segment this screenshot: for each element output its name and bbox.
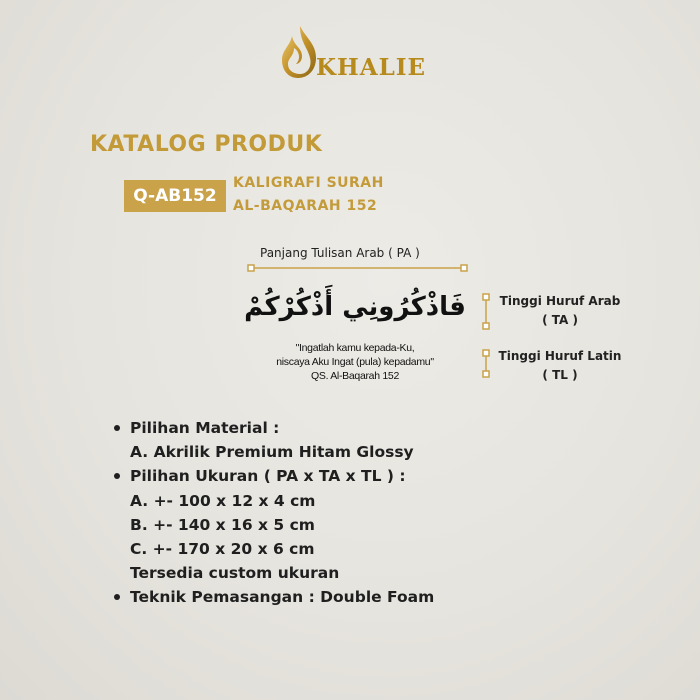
- product-code-badge: Q-AB152: [124, 180, 226, 212]
- pa-right-marker: [461, 265, 467, 271]
- product-name-line1: KALIGRAFI SURAH: [233, 175, 384, 191]
- translation-line3: QS. Al-Baqarah 152: [311, 370, 399, 382]
- material-heading: Pilihan Material :: [112, 416, 434, 440]
- size-heading: Pilihan Ukuran ( PA x TA x TL ) :: [112, 464, 434, 488]
- size-option-a: A. +- 100 x 12 x 4 cm: [130, 491, 316, 510]
- tl-bottom-marker: [483, 371, 489, 377]
- brand-name: KHALIE: [316, 54, 427, 81]
- pa-left-marker: [248, 265, 254, 271]
- page-title: KATALOG PRODUK: [90, 132, 323, 157]
- size-option-b: B. +- 140 x 16 x 5 cm: [130, 515, 315, 534]
- custom-size-note: Tersedia custom ukuran: [130, 564, 340, 583]
- ta-label-line1: Tinggi Huruf Arab: [499, 294, 621, 308]
- ta-top-marker: [483, 294, 489, 300]
- spec-list: [112, 416, 434, 610]
- arabic-calligraphy: فَاذْكُرُونِي أَذْكُرْكُمْ: [244, 292, 466, 322]
- material-option-a: A. Akrilik Premium Hitam Glossy: [130, 443, 414, 462]
- tl-label-line1: Tinggi Huruf Latin: [498, 349, 622, 363]
- ta-label: [492, 292, 628, 330]
- product-name-line2: AL-BAQARAH 152: [233, 198, 378, 214]
- ta-bottom-marker: [483, 323, 489, 329]
- verse-translation: [244, 341, 466, 383]
- pa-label: Panjang Tulisan Arab ( PA ): [260, 246, 420, 260]
- tl-label: [492, 347, 628, 385]
- tl-label-line2: ( TL ): [542, 368, 578, 382]
- size-option-c: C. +- 170 x 20 x 6 cm: [130, 539, 315, 558]
- ta-label-line2: ( TA ): [542, 313, 578, 327]
- translation-line1: "Ingatlah kamu kepada-Ku,: [295, 342, 415, 354]
- tl-top-marker: [483, 350, 489, 356]
- installation-method: Teknik Pemasangan : Double Foam: [112, 585, 434, 609]
- translation-line2: niscaya Aku Ingat (pula) kepadamu": [276, 356, 434, 368]
